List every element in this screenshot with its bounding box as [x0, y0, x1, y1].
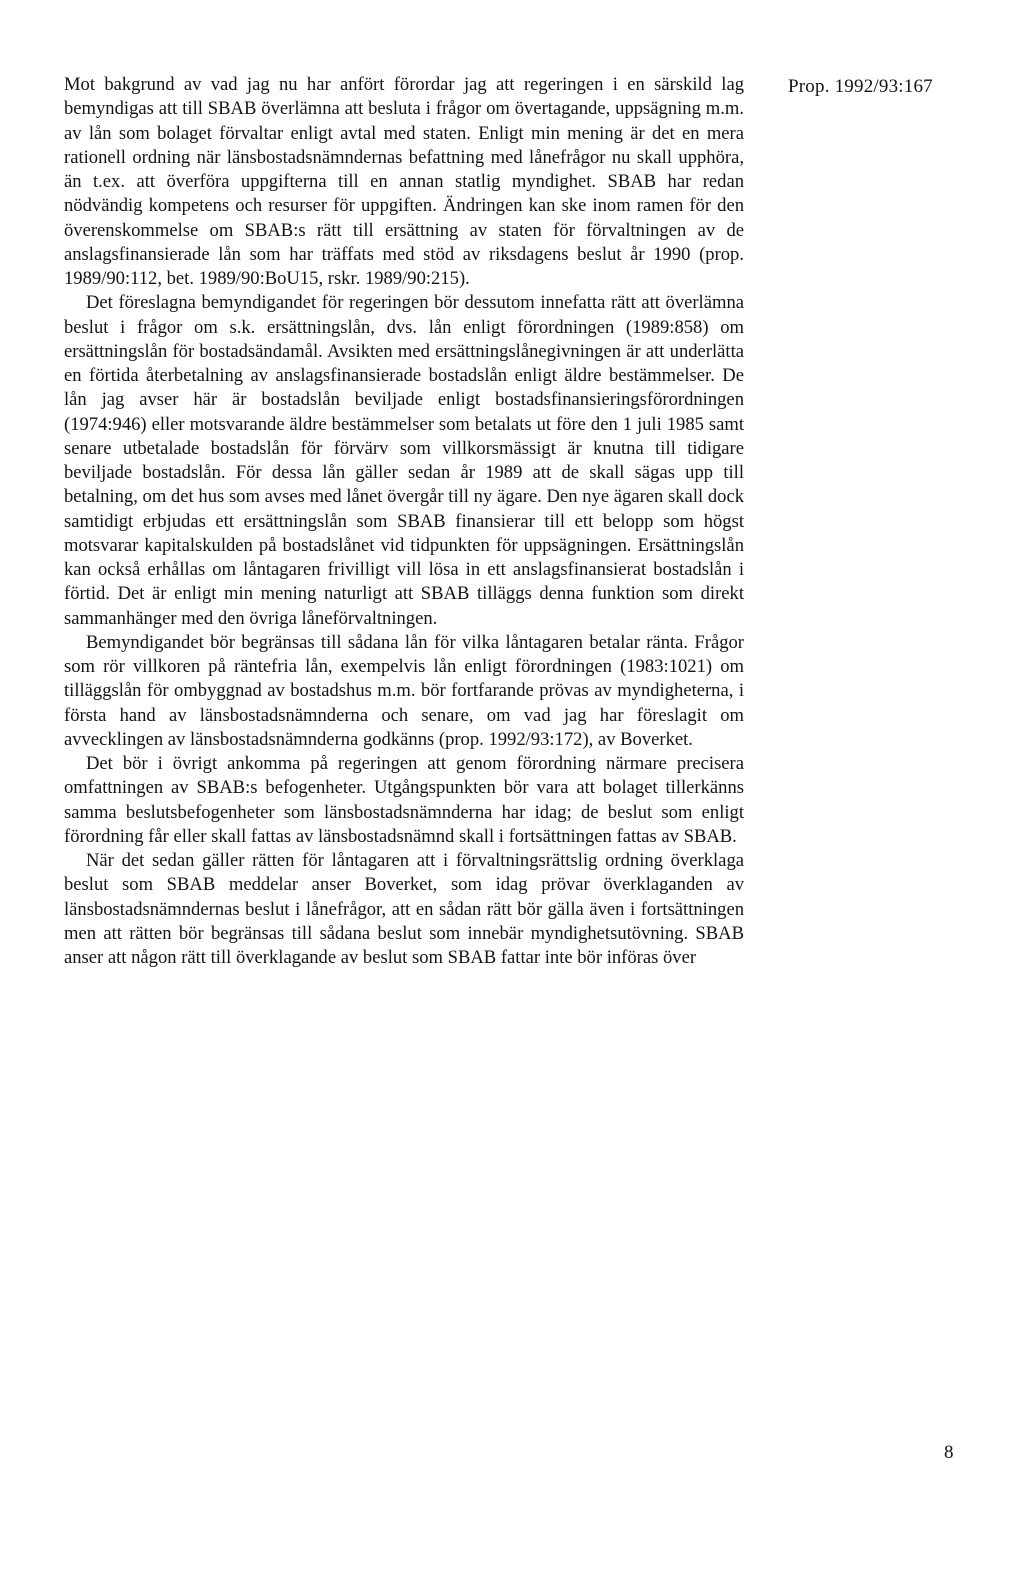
page-number: 8	[944, 1442, 954, 1463]
paragraph-3: Bemyndigandet bör begränsas till sådana lån för vilka låntagaren betalar ränta. Frågor som rör villkoren på räntefria lån, exempelvis lån enligt förordningen (1983:1021) om tilläggslån för ombyggnad av bostadshus m.m. bör fortfarande prövas av myndigheterna, i första hand av länsbostadsnämnderna och senare, om vad jag har föreslagit om avvecklingen av länsbostadsnämnderna godkänns (prop. 1992/93:172), av Boverket.	[64, 631, 744, 750]
paragraph-5: När det sedan gäller rätten för låntagaren att i förvaltningsrättslig ordning överklaga beslut som SBAB meddelar anser Boverket, som idag prövar överklaganden av länsbostadsnämndernas beslut i lånefrågor, att en sådan rätt bör gälla även i fortsättningen men att rätten bör begränsas till sådana beslut som innebär myndighetsutövning. SBAB anser att någon rätt till överklagande av beslut som SBAB fattar inte bör införas över	[64, 850, 744, 968]
paragraph-2: Det föreslagna bemyndigandet för regeringen bör dessutom innefatta rätt att överlämna beslut i frågor om s.k. ersättningslån, dvs. lån enligt förordningen (1989:858) om ersättningslån för bostadsändamål. Avsikten med ersättningslånegivningen är att underlätta en förtida återbetalning av anslagsfinansierade bostadslån enligt äldre bestämmelser. De lån jag avser här är bostadslån beviljade enligt bostadsfinansieringsförordningen (1974:946) eller motsvarande äldre bestämmelser som betalats ut före den 1 juli 1985 samt senare utbetalade bostadslån för förvärv som villkorsmässigt är knutna till tidigare beviljade bostadslån. För dessa lån gäller sedan år 1989 att de skall sägas upp till betalning, om det hus som avses med lånet övergår till ny ägare. Den nye ägaren skall dock samtidigt erbjudas ett ersättningslån som SBAB finansierar till ett belopp som högst motsvarar kapitalskulden på bostadslånet vid tidpunkten för uppsägningen. Ersättningslån kan också erhållas om låntagaren frivilligt vill lösa in ett anslagsfinansierat bostadslån i förtid. Det är enligt min mening naturligt att SBAB tilläggs denna funktion som direkt sammanhänger med den övriga låneförvaltningen.	[64, 292, 744, 629]
paragraph-1: Mot bakgrund av vad jag nu har anfört förordar jag att regeringen i en särskild lag bemyndigas att till SBAB överlämna att besluta i frågor om övertagande, uppsägning m.m. av lån som bolaget förvaltar enligt avtal med staten. Enligt min mening är det en mera rationell ordning när länsbostadsnämndernas befattning med lånefrågor nu skall upphöra, än t.ex. att överföra uppgifterna till en annan statlig myndighet. SBAB har redan nödvändig kompetens och resurser för uppgiften. Ändringen kan ske inom ramen för den överenskommelse om SBAB:s rätt till ersättning av staten för förvaltningen av de anslagsfinansierade lån som har träffats med stöd av riksdagens beslut år 1990 (prop. 1989/90:112, bet. 1989/90:BoU15, rskr. 1989/90:215).	[64, 74, 744, 289]
paragraph-4: Det bör i övrigt ankomma på regeringen att genom förordning närmare precisera omfattningen av SBAB:s befogenheter. Utgångspunkten bör vara att bolaget tillerkänns samma beslutsbefogenheter som länsbostadsnämnderna har idag; de beslut som enligt förordning får eller skall fattas av länsbostadsnämnd skall i fortsättningen fattas av SBAB.	[64, 753, 744, 847]
proposition-reference: Prop. 1992/93:167	[788, 76, 933, 97]
body-text	[64, 73, 744, 970]
